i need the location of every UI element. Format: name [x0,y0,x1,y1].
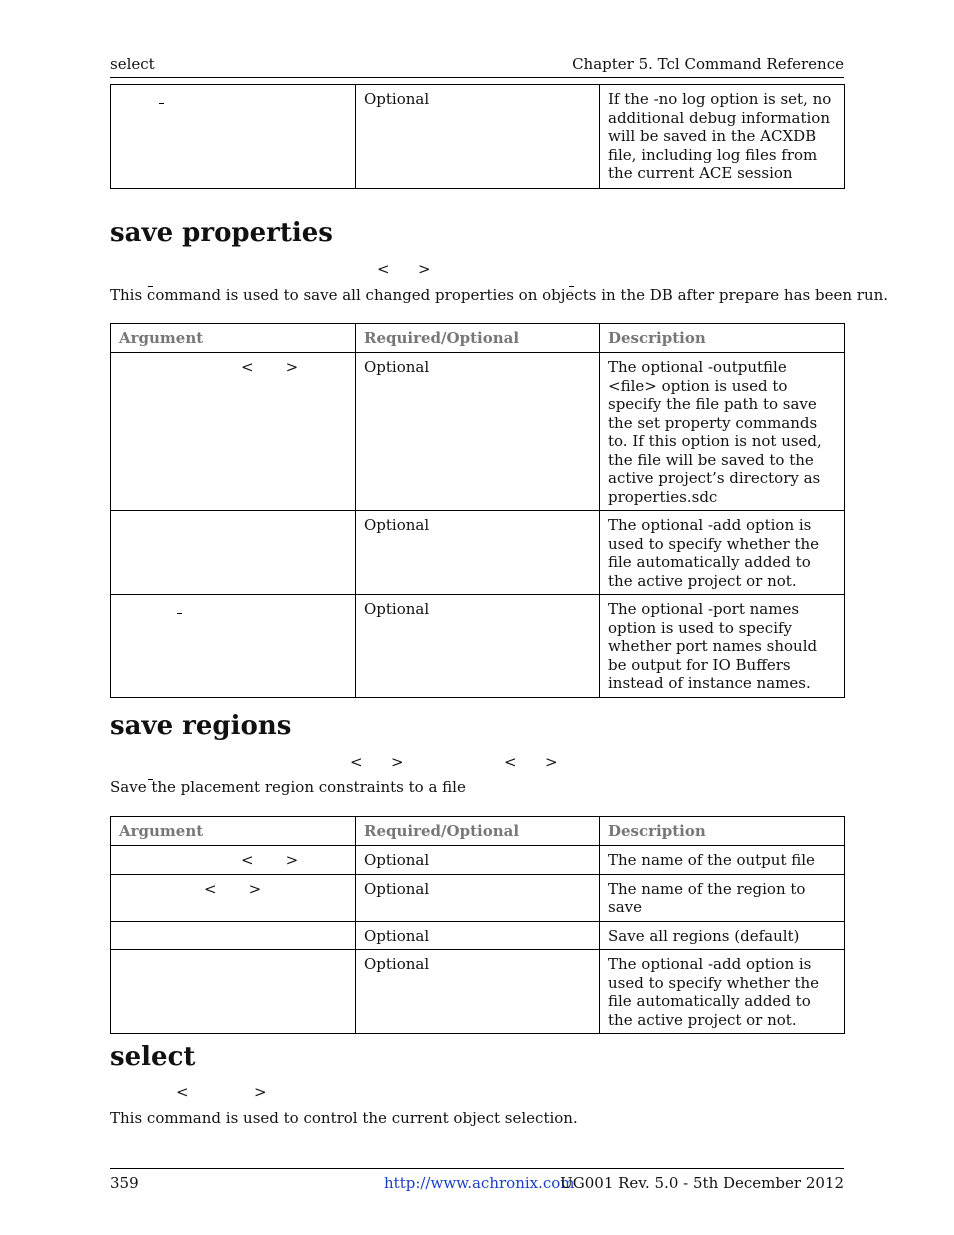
arg-cell [111,950,356,1034]
description-cell: The optional -port names option is used to specify whether port names should be output for IO Buffers instead of instance names. [600,595,845,698]
syntax-lt: < [350,753,363,771]
table-row [111,874,845,921]
table-header-row [111,817,845,846]
syntax-gt: > [418,260,431,278]
arg-cell [111,921,356,950]
description-cell: The optional -add option is used to specify whether the file automatically added to the active project or not. [600,511,845,595]
section-title-select: select [110,1042,196,1072]
description-cell: The name of the region to save [600,874,845,921]
page-number: 359 [110,1174,139,1192]
required-cell: Optional [356,921,600,950]
description-cell: The optional -outputfile <file> option is used to specify the file path to save the set property commands to. If this option is not used, the file will be saved to the active project’s directory as properties.sdc [600,353,845,511]
footer-rule [110,1168,844,1169]
column-header: Argument [111,817,356,846]
required-cell: Optional [356,353,600,511]
description-cell: If the -no log option is set, no additional debug information will be saved in the ACXDB file, including log files from the current ACE session [600,85,845,189]
syntax-lt: < [377,260,390,278]
required-cell: Optional [356,595,600,698]
syntax-lt: < [504,753,517,771]
table-header-row [111,324,845,353]
running-header-right: Chapter 5. Tcl Command Reference [572,55,844,73]
required-cell: Optional [356,85,600,189]
column-header: Description [600,817,845,846]
column-header: Argument [111,324,356,353]
arg-cell: < > [111,874,356,921]
document-revision: UG001 Rev. 5.0 - 5th December 2012 [560,1174,844,1192]
arg-cell: < > [111,846,356,875]
table-row [111,595,845,698]
column-header: Required/Optional [356,324,600,353]
section-title-save-regions: save regions [110,711,292,741]
description-cell: Save all regions (default) [600,921,845,950]
required-cell: Optional [356,950,600,1034]
table-row [111,85,845,189]
section-description: This command is used to control the current object selection. [110,1109,578,1127]
underscore-mark [177,613,182,614]
section-description: This command is used to save all changed properties on objects in the DB after prepare has been run. [110,286,889,304]
section-description: Save the placement region constraints to a file [110,778,466,796]
header-rule [110,77,844,78]
column-header: Description [600,324,845,353]
syntax-gt: > [391,753,404,771]
running-header-left: select [110,55,155,73]
underscore-mark [159,103,164,104]
description-cell: The optional -add option is used to specify whether the file automatically added to the active project or not. [600,950,845,1034]
syntax-gt: > [545,753,558,771]
section-title-save-properties: save properties [110,218,333,248]
website-link[interactable]: http://www.achronix.com [384,1174,575,1192]
syntax-gt: > [254,1083,267,1101]
arguments-table-save-properties [110,323,845,698]
table-row [111,846,845,875]
description-cell: The name of the output file [600,846,845,875]
arg-cell: < > [111,353,356,511]
arg-cell [111,595,356,698]
table-row [111,950,845,1034]
required-cell: Optional [356,511,600,595]
column-header: Required/Optional [356,817,600,846]
table-continued [110,84,845,189]
arg-cell [111,85,356,189]
table-row [111,353,845,511]
required-cell: Optional [356,846,600,875]
table-row [111,511,845,595]
table-row [111,921,845,950]
syntax-lt: < [176,1083,189,1101]
arg-cell [111,511,356,595]
arguments-table-save-regions [110,816,845,1034]
required-cell: Optional [356,874,600,921]
